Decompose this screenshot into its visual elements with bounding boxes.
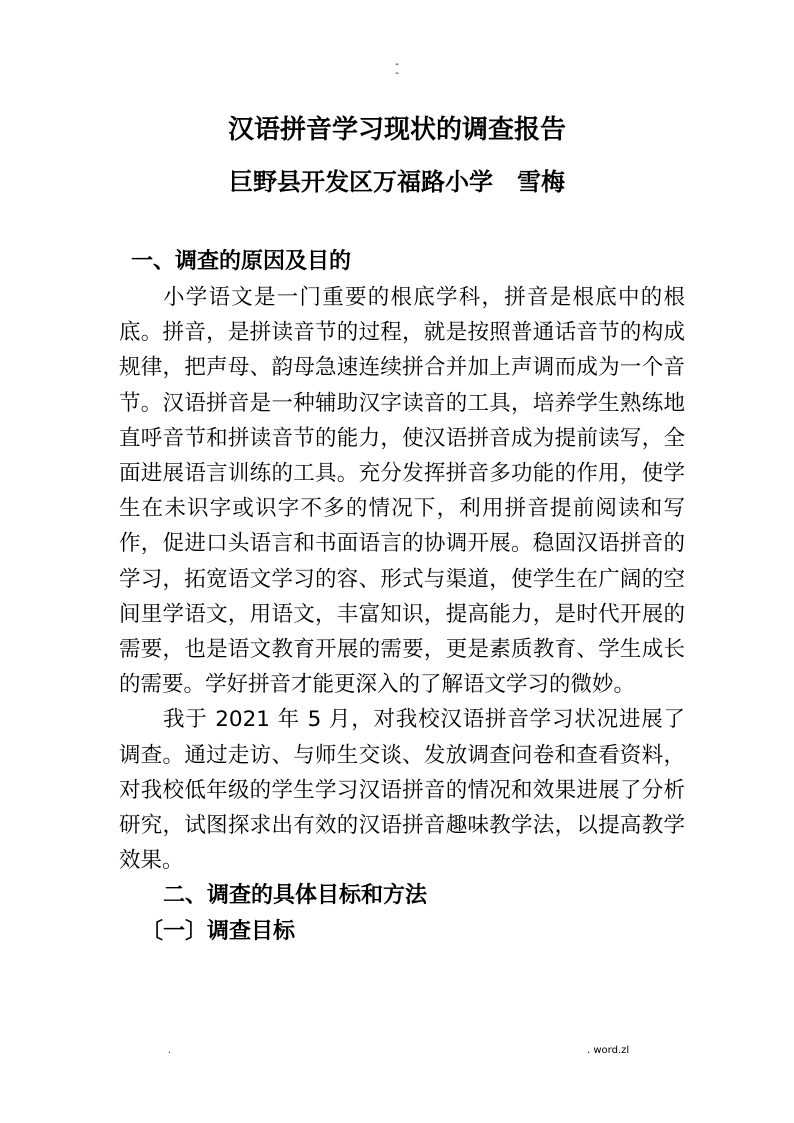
paragraph-1: 小学语文是一门重要的根底学科，拼音是根底中的根底。拼音，是拼读音节的过程，就是按照普通话音节的构成规律，把声母、韵母急速连续拼合并加上声调而成为一个音节。汉语拼音是一种辅助汉字读音的工具，培养学生熟练地直呼音节和拼读音节的能力，使汉语拼音成为提前读写，全面进展语言训练的工具。充分发挥拼音多功能的作用，使学生在未识字或识字不多的情况下，利用拼音提前阅读和写作，促进口头语言和书面语言的协调开展。稳固汉语拼音的学习，拓宽语文学习的容、形式与渠道，使学生在广阔的空间里学语文，用语文，丰富知识，提高能力，是时代开展的需要，也是语文教育开展的需要，更是素质教育、学生成长的需要。学好拼音才能更深入的了解语文学习的微妙。 (119, 285, 685, 698)
author-school: 巨野县开发区万福路小学 (229, 168, 493, 196)
footer-right: . word.zl (587, 1045, 630, 1056)
author-line (0, 164, 794, 200)
document-title: 汉语拼音学习现状的调查报告 (227, 115, 566, 145)
section-heading-1: 一、调查的原因及目的 (131, 249, 352, 274)
footer-left: . (168, 1046, 171, 1056)
document-body (119, 244, 685, 950)
paragraph-2: 我于 2021 年 5 月，对我校汉语拼音学习状况进展了调查。通过走访、与师生交谈、发放调查问卷和查看资料，对我校低年级的学生学习汉语拼音的情况和效果进展了分析研究，试图探求出有效的汉语拼音趣味教学法，以提高教学效果。 (119, 707, 685, 874)
author-name: 雪梅 (517, 168, 565, 196)
section-heading-2: 二、调查的具体目标和方法 (163, 883, 428, 909)
header-mark: - - (395, 59, 399, 79)
subsection-heading-1: 〔一〕调查目标 (141, 919, 296, 945)
